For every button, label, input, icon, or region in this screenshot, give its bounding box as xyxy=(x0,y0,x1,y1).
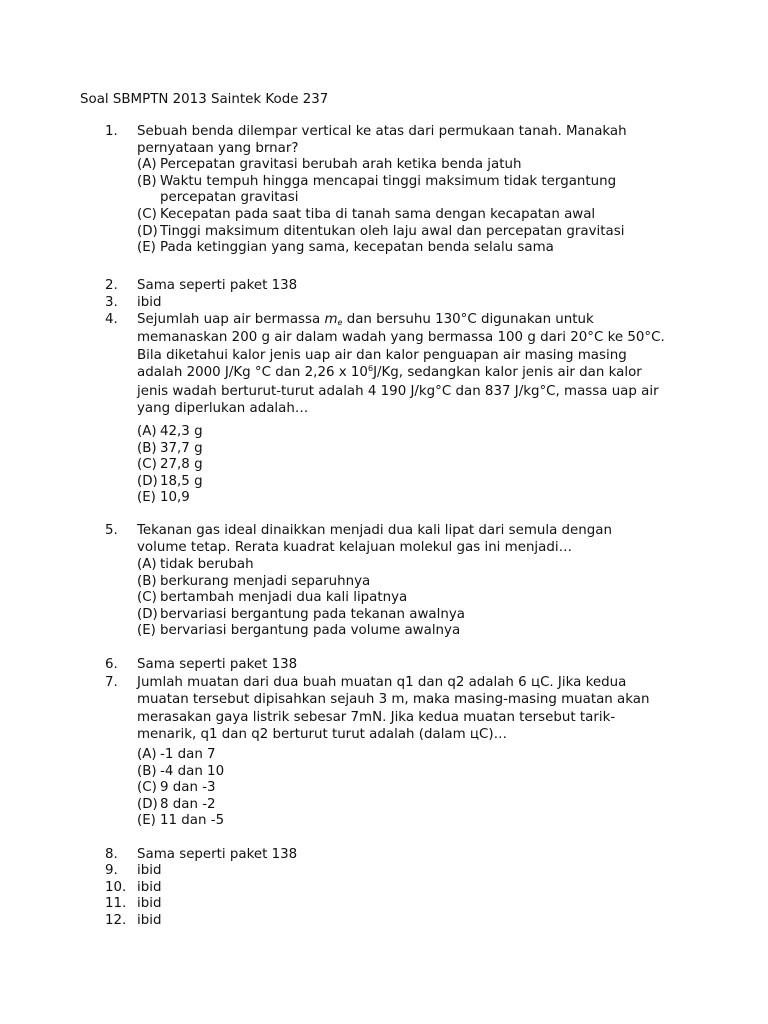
question-4 xyxy=(105,311,695,417)
question-12 xyxy=(105,913,695,930)
question-text: Sama seperti paket 138 xyxy=(137,657,298,672)
answer-option xyxy=(137,557,695,574)
question-9 xyxy=(105,863,695,880)
answer-option xyxy=(137,574,695,591)
option-label: (A) xyxy=(137,424,157,439)
option-text: bervariasi bergantung pada tekanan awalnya xyxy=(160,606,465,622)
answer-option xyxy=(137,240,695,257)
question-text: ibid xyxy=(137,896,162,911)
question-text: Sama seperti paket 138 xyxy=(137,847,298,862)
question-1 xyxy=(105,124,695,257)
option-text: 37,7 g xyxy=(160,440,203,456)
question-text-line: Jumlah muatan dari dua buah muatan q1 dan q2 adalah 6 цC. Jika kedua xyxy=(137,675,627,690)
answer-option xyxy=(137,441,695,458)
option-text: Pada ketinggian yang sama, kecepatan benda selalu sama xyxy=(160,240,554,256)
question-text: ibid xyxy=(137,295,162,310)
option-text: 27,8 g xyxy=(160,457,203,473)
answer-option xyxy=(137,780,695,797)
option-label: (B) xyxy=(137,763,157,779)
answer-option xyxy=(137,174,695,207)
question-number: 10. xyxy=(105,880,127,895)
question-11 xyxy=(105,896,695,913)
option-text: 18,5 g xyxy=(160,473,203,489)
option-label: (D) xyxy=(137,223,158,239)
option-text: Kecepatan pada saat tiba di tanah sama dengan kecapatan awal xyxy=(160,206,596,222)
option-text: berkurang menjadi separuhnya xyxy=(160,573,371,589)
question-text-line: merasakan gaya listrik sebesar 7mN. Jika kedua muatan tersebut tarik- xyxy=(137,709,616,725)
option-label: (C) xyxy=(137,457,157,473)
question-5 xyxy=(105,522,695,557)
option-text: bertambah menjadi dua kali lipatnya xyxy=(160,590,408,606)
answer-option xyxy=(137,424,695,441)
question-text-line: Bila diketahui kalor jenis uap air dan kalor penguapan air masing masing xyxy=(137,347,627,363)
question-3 xyxy=(105,295,695,312)
text-fragment: adalah 2000 J/Kg °C dan 2,26 x 10 xyxy=(137,365,368,381)
option-label: (A) xyxy=(137,157,157,173)
option-label: (D) xyxy=(137,606,158,622)
option-label: (A) xyxy=(137,747,157,762)
answer-option xyxy=(137,490,695,507)
text-fragment: Sejumlah uap air bermassa xyxy=(137,312,325,327)
option-label: (E) xyxy=(137,490,156,506)
question-text-line: volume tetap. Rerata kuadrat kelajuan molekul gas ini menjadi… xyxy=(137,540,572,556)
question-number: 5. xyxy=(105,523,118,538)
option-text: -1 dan 7 xyxy=(160,747,216,762)
question-number: 4. xyxy=(105,312,118,327)
option-label: (D) xyxy=(137,473,158,489)
answer-option xyxy=(137,157,695,174)
exponent: 6 xyxy=(367,364,374,374)
option-text-continued: percepatan gravitasi xyxy=(160,190,299,206)
answer-option xyxy=(137,457,695,474)
option-label: (E) xyxy=(137,813,156,829)
answer-option xyxy=(137,207,695,224)
question-text: ibid xyxy=(137,913,162,928)
question-text-line xyxy=(137,364,695,382)
question-10 xyxy=(105,880,695,897)
answer-option xyxy=(137,764,695,781)
question-number: 1. xyxy=(105,124,118,139)
option-label: (C) xyxy=(137,780,157,796)
question-number: 9. xyxy=(105,863,118,878)
option-text: 11 dan -5 xyxy=(160,813,225,829)
option-text: -4 dan 10 xyxy=(160,763,225,779)
option-label: (A) xyxy=(137,557,157,572)
option-text: Waktu tempuh hingga mencapai tinggi maksimum tidak tergantung xyxy=(160,173,617,189)
question-text-line xyxy=(137,311,695,329)
question-5-options xyxy=(105,557,695,640)
answer-option xyxy=(137,747,695,764)
option-text: bervariasi bergantung pada volume awalnya xyxy=(160,623,461,639)
option-text: 42,3 g xyxy=(160,424,203,439)
option-label: (C) xyxy=(137,590,157,606)
question-2 xyxy=(105,278,695,295)
answer-option xyxy=(137,623,695,640)
question-text-line: Sebuah benda dilempar vertical ke atas dari permukaan tanah. Manakah xyxy=(137,124,627,139)
question-number: 11. xyxy=(105,896,127,911)
answer-option xyxy=(137,224,695,241)
question-text-line: pernyataan yang brnar? xyxy=(137,140,299,156)
option-label: (C) xyxy=(137,206,157,222)
answer-option xyxy=(137,474,695,491)
question-text: ibid xyxy=(137,863,162,878)
option-text: tidak berubah xyxy=(160,557,254,572)
document-title: Soal SBMPTN 2013 Saintek Kode 237 xyxy=(80,92,329,107)
mass-subscript: e xyxy=(337,318,343,327)
question-text-line: menarik, q1 dan q2 berturut turut adalah (dalam цC)… xyxy=(137,727,508,743)
question-text-line: Tekanan gas ideal dinaikkan menjadi dua kali lipat dari semula dengan xyxy=(137,523,612,538)
answer-option xyxy=(137,590,695,607)
answer-option xyxy=(137,607,695,624)
answer-option xyxy=(137,813,695,830)
option-text: 9 dan -3 xyxy=(160,780,216,796)
option-label: (D) xyxy=(137,796,158,812)
option-text: Percepatan gravitasi berubah arah ketika benda jatuh xyxy=(160,157,522,173)
question-7 xyxy=(105,674,695,744)
option-label: (E) xyxy=(137,623,156,639)
question-4-options xyxy=(105,424,695,507)
mass-variable: m xyxy=(324,312,338,327)
question-text-line: muatan tersebut dipisahkan sejauh 3 m, maka masing-masing muatan akan xyxy=(137,692,650,708)
question-7-options xyxy=(105,747,695,830)
question-number: 8. xyxy=(105,847,118,862)
option-text: Tinggi maksimum ditentukan oleh laju awal dan percepatan gravitasi xyxy=(160,223,625,239)
text-fragment: J/Kg, sedangkan kalor jenis air dan kalor xyxy=(373,365,642,381)
question-text: ibid xyxy=(137,880,162,895)
question-text-line: jenis wadah berturut-turut adalah 4 190 J/kg°C dan 837 J/kg°C, massa uap air xyxy=(137,383,659,399)
question-number: 2. xyxy=(105,278,118,293)
option-text: 8 dan -2 xyxy=(160,796,216,812)
option-text: 10,9 xyxy=(160,490,190,506)
question-text-line: memanaskan 200 g air dalam wadah yang bermassa 100 g dari 20°C ke 50°C. xyxy=(137,330,665,346)
option-label: (B) xyxy=(137,173,157,189)
option-label: (E) xyxy=(137,240,156,256)
question-text-line: yang diperlukan adalah… xyxy=(137,401,309,417)
answer-option xyxy=(137,797,695,814)
question-number: 6. xyxy=(105,657,118,672)
question-6 xyxy=(105,657,695,674)
text-fragment: dan bersuhu 130°C digunakan untuk xyxy=(342,312,594,327)
question-number: 7. xyxy=(105,675,118,690)
question-number: 12. xyxy=(105,913,127,928)
option-label: (B) xyxy=(137,573,157,589)
question-8 xyxy=(105,847,695,864)
question-text: Sama seperti paket 138 xyxy=(137,278,298,293)
option-label: (B) xyxy=(137,440,157,456)
question-number: 3. xyxy=(105,295,118,310)
